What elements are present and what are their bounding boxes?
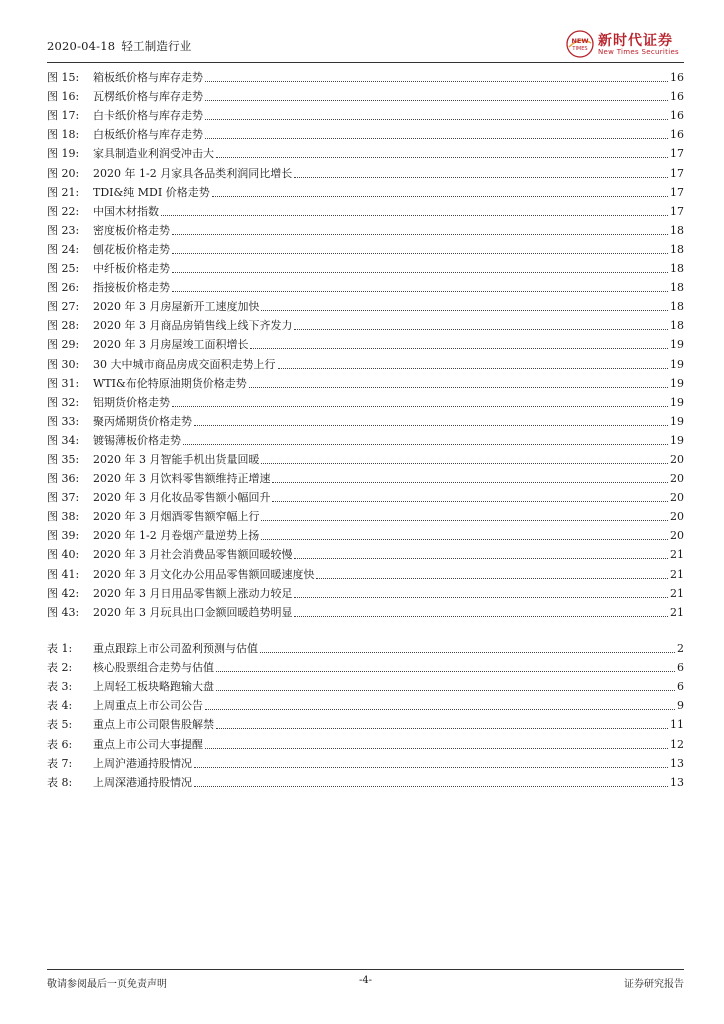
table-toc-entry[interactable] — [47, 657, 684, 676]
page-footer — [47, 975, 684, 991]
toc-entry-label: 图 35: — [47, 452, 80, 466]
figure-toc-list — [47, 67, 684, 621]
toc-entry-page: 13 — [670, 756, 684, 770]
report-type: 证券研究报告 — [624, 979, 684, 990]
toc-entry-title: 白卡纸价格与库存走势 — [93, 109, 203, 123]
toc-entry-title: 箱板纸价格与库存走势 — [93, 71, 203, 85]
toc-entry-title: WTI&布伦特原油期货价格走势 — [93, 376, 247, 390]
toc-entry-title: 重点上市公司限售股解禁 — [93, 718, 214, 732]
figure-toc-entry[interactable] — [47, 296, 684, 315]
page-number: -4- — [358, 975, 373, 986]
toc-dot-leader — [172, 252, 668, 254]
toc-entry-page: 16 — [670, 90, 684, 104]
toc-entry-title: 上周轻工板块略跑输大盘 — [93, 680, 214, 694]
toc-entry-page: 19 — [670, 433, 684, 447]
toc-dot-leader — [250, 347, 668, 349]
figure-toc-entry[interactable] — [47, 124, 684, 143]
company-logo — [566, 28, 684, 62]
toc-dot-leader — [205, 99, 668, 101]
toc-entry-label: 图 28: — [47, 319, 80, 333]
toc-entry-page: 13 — [670, 775, 684, 789]
figure-toc-entry[interactable] — [47, 353, 684, 372]
toc-entry-title: 重点上市公司大事提醒 — [93, 737, 203, 751]
toc-entry-title: 2020 年 3 月化妆品零售额小幅回升 — [93, 491, 271, 505]
toc-entry-title: 2020 年 3 月智能手机出货量回暖 — [93, 452, 260, 466]
toc-dot-leader — [216, 727, 668, 729]
toc-entry-page: 18 — [670, 242, 684, 256]
toc-dot-leader — [183, 443, 668, 445]
toc-entry-title: 30 大中城市商品房成交面积走势上行 — [93, 357, 276, 371]
figure-toc-entry[interactable] — [47, 468, 684, 487]
table-toc-entry[interactable] — [47, 638, 684, 657]
toc-entry-page: 17 — [670, 204, 684, 218]
toc-dot-leader — [261, 519, 668, 521]
figure-toc-entry[interactable] — [47, 182, 684, 201]
toc-entry-label: 图 32: — [47, 395, 80, 409]
toc-entry-title: 聚丙烯期货价格走势 — [93, 414, 192, 428]
toc-entry-page: 21 — [670, 605, 684, 619]
toc-entry-page: 9 — [677, 699, 684, 713]
figure-toc-entry[interactable] — [47, 162, 684, 181]
toc-dot-leader — [294, 328, 668, 330]
toc-entry-page: 19 — [670, 395, 684, 409]
toc-entry-page: 19 — [670, 338, 684, 352]
toc-entry-label: 图 37: — [47, 491, 80, 505]
figure-toc-entry[interactable] — [47, 201, 684, 220]
toc-dot-leader — [261, 309, 668, 311]
toc-entry-page: 21 — [670, 586, 684, 600]
toc-entry-page: 17 — [670, 147, 684, 161]
toc-entry-label: 表 4: — [47, 699, 73, 713]
toc-dot-leader — [260, 651, 675, 653]
figure-toc-entry[interactable] — [47, 430, 684, 449]
figure-toc-entry[interactable] — [47, 67, 684, 86]
toc-entry-page: 18 — [670, 300, 684, 314]
toc-entry-title: 2020 年 3 月文化办公用品零售额回暖速度快 — [93, 567, 315, 581]
header-divider — [47, 62, 684, 63]
industry-name: 轻工制造行业 — [121, 39, 192, 53]
toc-entry-page: 20 — [670, 472, 684, 486]
toc-entry-page: 12 — [670, 737, 684, 751]
toc-dot-leader — [216, 689, 675, 691]
toc-entry-page: 20 — [670, 529, 684, 543]
toc-entry-title: 重点跟踪上市公司盈利预测与估值 — [93, 642, 258, 656]
toc-entry-label: 图 36: — [47, 472, 80, 486]
logo-badge-bottom: TIMES — [572, 46, 588, 52]
figure-toc-entry[interactable] — [47, 602, 684, 621]
figure-toc-entry[interactable] — [47, 277, 684, 296]
toc-entry-label: 图 42: — [47, 586, 80, 600]
table-toc-entry[interactable] — [47, 772, 684, 791]
figure-toc-entry[interactable] — [47, 506, 684, 525]
figure-toc-entry[interactable] — [47, 373, 684, 392]
toc-entry-page: 18 — [670, 319, 684, 333]
toc-entry-title: 指接板价格走势 — [93, 281, 170, 295]
toc-dot-leader — [272, 500, 668, 502]
toc-dot-leader — [172, 233, 668, 235]
toc-entry-label: 表 3: — [47, 680, 73, 694]
toc-entry-title: 2020 年 3 月烟酒零售额窄幅上行 — [93, 510, 260, 524]
logo-badge-top: NEW — [571, 37, 589, 45]
table-toc-entry[interactable] — [47, 753, 684, 772]
toc-entry-label: 图 39: — [47, 529, 80, 543]
figure-toc-entry[interactable] — [47, 449, 684, 468]
figure-toc-entry[interactable] — [47, 583, 684, 602]
toc-entry-label: 图 15: — [47, 71, 80, 85]
toc-entry-label: 图 23: — [47, 223, 80, 237]
toc-dot-leader — [294, 615, 668, 617]
toc-entry-label: 图 25: — [47, 262, 80, 276]
toc-dot-leader — [205, 747, 668, 749]
toc-entry-title: 2020 年 3 月饮料零售额维持正增速 — [93, 472, 271, 486]
page-header — [47, 28, 684, 62]
toc-entry-page: 6 — [677, 680, 684, 694]
toc-entry-label: 图 31: — [47, 376, 80, 390]
figure-toc-entry[interactable] — [47, 392, 684, 411]
toc-entry-label: 图 19: — [47, 147, 80, 161]
toc-entry-title: 家具制造业利润受冲击大 — [93, 147, 214, 161]
toc-entry-label: 图 40: — [47, 548, 80, 562]
toc-entry-title: 上周深港通持股情况 — [93, 775, 192, 789]
toc-entry-page: 21 — [670, 567, 684, 581]
toc-entry-title: TDI&纯 MDI 价格走势 — [93, 185, 210, 199]
table-toc-entry[interactable] — [47, 676, 684, 695]
logo-english-name: New Times Securities — [598, 48, 679, 56]
toc-entry-label: 图 17: — [47, 109, 80, 123]
toc-entry-title: 上周沪港通持股情况 — [93, 756, 192, 770]
toc-entry-label: 表 6: — [47, 737, 73, 751]
toc-entry-page: 19 — [670, 357, 684, 371]
toc-entry-label: 图 26: — [47, 281, 80, 295]
toc-dot-leader — [205, 118, 668, 120]
toc-dot-leader — [205, 708, 675, 710]
toc-dot-leader — [216, 156, 668, 158]
figure-toc-entry[interactable] — [47, 563, 684, 582]
logo-badge-icon — [566, 30, 594, 58]
toc-dot-leader — [278, 367, 669, 369]
table-toc-entry[interactable] — [47, 733, 684, 752]
toc-entry-page: 19 — [670, 376, 684, 390]
toc-entry-title: 2020 年 3 月日用品零售额上涨动力较足 — [93, 586, 293, 600]
toc-entry-title: 2020 年 3 月房屋新开工速度加快 — [93, 300, 260, 314]
toc-entry-label: 表 8: — [47, 775, 73, 789]
toc-entry-page: 20 — [670, 510, 684, 524]
figure-toc-entry[interactable] — [47, 220, 684, 239]
toc-dot-leader — [172, 405, 668, 407]
toc-entry-page: 18 — [670, 223, 684, 237]
logo-chinese-name: 新时代证券 — [598, 33, 673, 49]
footer-divider — [47, 969, 684, 970]
toc-dot-leader — [316, 577, 668, 579]
toc-entry-page: 18 — [670, 262, 684, 276]
header-info — [47, 38, 192, 54]
toc-dot-leader — [212, 195, 668, 197]
figure-toc-entry[interactable] — [47, 544, 684, 563]
figure-toc-entry[interactable] — [47, 143, 684, 162]
figure-toc-entry[interactable] — [47, 315, 684, 334]
toc-entry-page: 11 — [670, 718, 684, 732]
toc-entry-label: 图 16: — [47, 90, 80, 104]
toc-entry-title: 镀锡薄板价格走势 — [93, 433, 181, 447]
toc-entry-page: 16 — [670, 128, 684, 142]
report-date: 2020-04-18 — [47, 39, 116, 53]
toc-entry-title: 白板纸价格与库存走势 — [93, 128, 203, 142]
toc-entry-label: 图 41: — [47, 567, 80, 581]
toc-entry-page: 21 — [670, 548, 684, 562]
toc-entry-page: 2 — [677, 642, 684, 656]
toc-entry-page: 18 — [670, 281, 684, 295]
toc-entry-label: 表 7: — [47, 756, 73, 770]
figure-toc-entry[interactable] — [47, 334, 684, 353]
toc-entry-page: 17 — [670, 185, 684, 199]
figure-toc-entry[interactable] — [47, 487, 684, 506]
toc-entry-label: 图 21: — [47, 185, 80, 199]
toc-entry-title: 铝期货价格走势 — [93, 395, 170, 409]
table-toc-entry[interactable] — [47, 695, 684, 714]
toc-entry-title: 中国木材指数 — [93, 204, 159, 218]
toc-dot-leader — [194, 424, 668, 426]
toc-dot-leader — [261, 538, 668, 540]
toc-dot-leader — [216, 670, 675, 672]
toc-entry-title: 2020 年 1-2 月卷烟产量逆势上扬 — [93, 529, 260, 543]
toc-entry-title: 刨花板价格走势 — [93, 242, 170, 256]
toc-entry-label: 图 30: — [47, 357, 80, 371]
toc-dot-leader — [205, 80, 668, 82]
toc-entry-page: 20 — [670, 491, 684, 505]
toc-dot-leader — [205, 137, 668, 139]
toc-dot-leader — [294, 557, 668, 559]
toc-entry-label: 图 34: — [47, 433, 80, 447]
toc-entry-page: 17 — [670, 166, 684, 180]
toc-entry-page: 19 — [670, 414, 684, 428]
toc-entry-title: 2020 年 1-2 月家具各品类利润同比增长 — [93, 166, 293, 180]
toc-entry-label: 表 5: — [47, 718, 73, 732]
toc-entry-label: 图 38: — [47, 510, 80, 524]
figure-toc-entry[interactable] — [47, 105, 684, 124]
figure-toc-entry[interactable] — [47, 239, 684, 258]
toc-entry-title: 2020 年 3 月房屋竣工面积增长 — [93, 338, 249, 352]
toc-dot-leader — [194, 785, 668, 787]
toc-dot-leader — [249, 386, 668, 388]
toc-entry-label: 表 1: — [47, 642, 73, 656]
toc-entry-label: 图 24: — [47, 242, 80, 256]
table-toc-entry[interactable] — [47, 714, 684, 733]
toc-entry-label: 表 2: — [47, 661, 73, 675]
toc-dot-leader — [272, 481, 668, 483]
toc-entry-title: 核心股票组合走势与估值 — [93, 661, 214, 675]
toc-entry-label: 图 27: — [47, 300, 80, 314]
disclaimer-note: 敬请参阅最后一页免责声明 — [47, 979, 167, 990]
figure-toc-entry[interactable] — [47, 411, 684, 430]
toc-entry-page: 16 — [670, 109, 684, 123]
toc-entry-label: 图 33: — [47, 414, 80, 428]
toc-entry-title: 2020 年 3 月商品房销售线上线下齐发力 — [93, 319, 293, 333]
toc-dot-leader — [194, 766, 668, 768]
toc-entry-page: 6 — [677, 661, 684, 675]
toc-entry-title: 中纤板价格走势 — [93, 262, 170, 276]
toc-entry-label: 图 20: — [47, 166, 80, 180]
toc-entry-label: 图 22: — [47, 204, 80, 218]
toc-entry-title: 上周重点上市公司公告 — [93, 699, 203, 713]
toc-entry-label: 图 18: — [47, 128, 80, 142]
toc-entry-title: 2020 年 3 月玩具出口金额回暖趋势明显 — [93, 605, 293, 619]
toc-entry-page: 16 — [670, 71, 684, 85]
table-toc-list — [47, 638, 684, 791]
toc-dot-leader — [261, 462, 668, 464]
toc-dot-leader — [294, 596, 668, 598]
toc-dot-leader — [172, 271, 668, 273]
toc-entry-title: 密度板价格走势 — [93, 223, 170, 237]
figure-toc-entry[interactable] — [47, 258, 684, 277]
toc-entry-label: 图 29: — [47, 338, 80, 352]
toc-entry-title: 2020 年 3 月社会消费品零售额回暖较慢 — [93, 548, 293, 562]
toc-entry-page: 20 — [670, 452, 684, 466]
toc-dot-leader — [161, 214, 668, 216]
figure-toc-entry[interactable] — [47, 525, 684, 544]
toc-entry-label: 图 43: — [47, 605, 80, 619]
toc-entry-title: 瓦楞纸价格与库存走势 — [93, 90, 203, 104]
toc-dot-leader — [172, 290, 668, 292]
toc-dot-leader — [294, 176, 668, 178]
figure-toc-entry[interactable] — [47, 86, 684, 105]
